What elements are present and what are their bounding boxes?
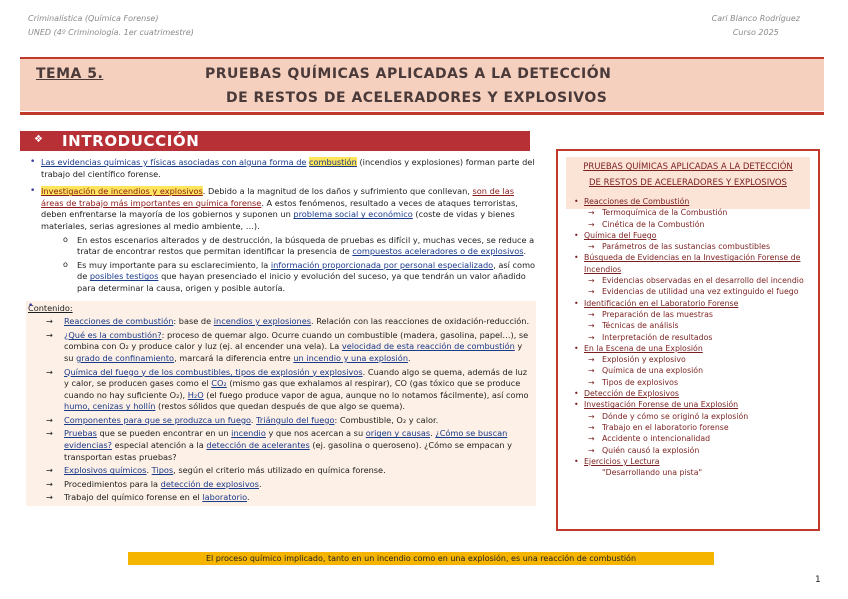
outline-item: • Detección de Explosivos [572, 388, 810, 399]
summary-highlight-bar: El proceso químico implicado, tanto en un incendio como en una explosión, es una reacción de combustión [128, 552, 714, 565]
outline-subitem: → Quién causó la explosión [572, 445, 810, 456]
outline-subitem: → Interpretación de resultados [572, 332, 810, 343]
content-item: → Componentes para que se produzca un fuego. Triángulo del fuego: Combustible, O₂ y calor. [28, 415, 534, 427]
outline-subitem: → Dónde y cómo se originó la explosión [572, 411, 810, 422]
outline-subitem: → Preparación de las muestras [572, 309, 810, 320]
section-heading-bar [20, 131, 530, 151]
outline-subitem: → Termoquímica de la Combustión [572, 207, 810, 218]
chapter-title-line2: DE RESTOS DE ACELERADORES Y EXPLOSIVOS [226, 90, 608, 106]
outline-item: • Reacciones de Combustión [572, 196, 810, 207]
outline-item: • Investigación Forense de una Explosión [572, 399, 810, 410]
outline-subitem: → Química de una explosión [572, 365, 810, 376]
header-author-info [712, 12, 800, 40]
section-heading: INTRODUCCIÓN [62, 132, 200, 150]
content-item: → Trabajo del químico forense en el laboratorio. [28, 492, 534, 504]
content-item: → Química del fuego y de los combustibles, tipos de explosión y explosivos. Cuando algo se quema, además de luz y calor, se producen gases como el CO₂ (mismo gas que exhalamos al respirar), CO (gas tóxico que se produce cuando no hay suficiente O₂), H₂O (el fuego produce vapor de agua, aunque no lo notamos fácilmente), así como humo, cenizas y hollín (restos sólidos que quedan después de que algo se quema). [28, 367, 534, 413]
outline-title: PRUEBAS QUÍMICAS APLICADAS A LA DETECCIÓN DE RESTOS DE ACELERADORES Y EXPLOSIVOS [583, 162, 793, 188]
main-content [28, 157, 536, 512]
contenido-block [26, 301, 536, 507]
diamond-bullet-icon: ❖ [34, 134, 43, 145]
chapter-number: TEMA 5. [36, 66, 104, 82]
list-item: • Investigación de incendios y explosivos. Debido a la magnitud de los daños y sufrimiento que conllevan, son de las áreas de trabajo más importantes en química forense. A estos fenómenos, resultado a veces de ataques terroristas, deben enfrentarse la mayoría de los gobiernos y suponen un problema social y económico (coste de vidas y bienes materiales, serias agresiones al medio ambiente, …). o En estos escenarios alterados y de destrucción, la búsqueda de pruebas es difícil y, muchas veces, se reduce a tratar de encontrar restos que permitan identificar la presencia de compuestos aceleradores o de explosivos. o Es muy importante para su esclarecimiento, la información proporcionada por personal especializado, así como de posibles testigos que hayan presenciado el inicio y evolución del suceso, ya que tendrán un valor añadido para determinar la causa, origen y posible autoría. [28, 186, 536, 294]
outline-item: • Identificación en el Laboratorio Forense [572, 298, 810, 309]
header-year: Curso 2025 [732, 28, 779, 37]
content-item: → Procedimientos para la detección de explosivos. [28, 479, 534, 491]
outline-box [556, 149, 820, 531]
content-item: → Pruebas que se pueden encontrar en un incendio y que nos acercan a su origen y causas. ¿Cómo se buscan evidencias? especial atención a la detección de acelerantes (ej. gasolina o queroseno). ¿Cómo se empacan y transportan estas pruebas? [28, 428, 534, 463]
page-number: 1 [815, 575, 821, 585]
sub-list-item: o En estos escenarios alterados y de destrucción, la búsqueda de pruebas es difícil y, muchas veces, se reduce a tratar de encontrar restos que permitan identificar la presencia de compuestos aceleradores o de explosivos. [41, 235, 536, 258]
outline-subitem: → Trabajo en el laboratorio forense [572, 422, 810, 433]
content-item: → Explosivos químicos. Tipos, según el criterio más utilizado en química forense. [28, 465, 534, 477]
outline-subitem: → Accidente o intencionalidad [572, 433, 810, 444]
outline-subitem: → Técnicas de análisis [572, 320, 810, 331]
header-author: Cari Blanco Rodríguez [711, 14, 800, 23]
outline-subitem: → Tipos de explosivos [572, 377, 810, 388]
title-bottom-rule [20, 112, 824, 115]
outline-subitem: → Cinética de la Combustión [572, 219, 810, 230]
header-subject: Criminalística (Química Forense) [28, 14, 159, 23]
content-item: → ¿Qué es la combustión?: proceso de quemar algo. Ocurre cuando un combustible (madera, gasolina, papel…), se combina con O₂ y produce calor y luz (ej. al encender una vela). La velocidad de esta reacción de combustión y su grado de confinamiento, marcará la diferencia entre un incendio y una explosión. [28, 330, 534, 365]
outline-subitem: → Evidencias de utilidad una vez extinguido el fuego [572, 286, 810, 297]
list-item: • Las evidencias químicas y físicas asociadas con alguna forma de combustión (incendios y explosiones) forman parte del trabajo del científico forense. [28, 157, 536, 180]
outline-list [572, 196, 810, 478]
outline-subitem: → Parámetros de las sustancias combustibles [572, 241, 810, 252]
chapter-title-line1: PRUEBAS QUÍMICAS APLICADAS A LA DETECCIÓN [205, 66, 612, 82]
header-university: UNED (4º Criminología. 1er cuatrimestre) [28, 28, 194, 37]
contenido-label: Contenido: [28, 302, 73, 313]
sub-list-item: o Es muy importante para su esclarecimiento, la información proporcionada por personal especializado, así como de posibles testigos que hayan presenciado el inicio y evolución del suceso, ya que tendrán un valor añadido para determinar la causa, origen y posible autoría. [41, 260, 536, 295]
content-item: → Reacciones de combustión: base de incendios y explosiones. Relación con las reacciones de oxidación-reducción. [28, 316, 534, 328]
outline-item: • Ejercicios y Lectura [572, 456, 810, 467]
outline-item: • En la Escena de una Explosión [572, 343, 810, 354]
outline-subitem: "Desarrollando una pista" [602, 468, 703, 478]
outline-item: • Química del Fuego [572, 230, 810, 241]
header-course-info [28, 12, 194, 40]
outline-subitem: → Evidencias observadas en el desarrollo del incendio [572, 275, 810, 286]
outline-item: • Búsqueda de Evidencias en la Investigación Forense de Incendios [572, 252, 810, 275]
outline-subitem: → Explosión y explosivo [572, 354, 810, 365]
